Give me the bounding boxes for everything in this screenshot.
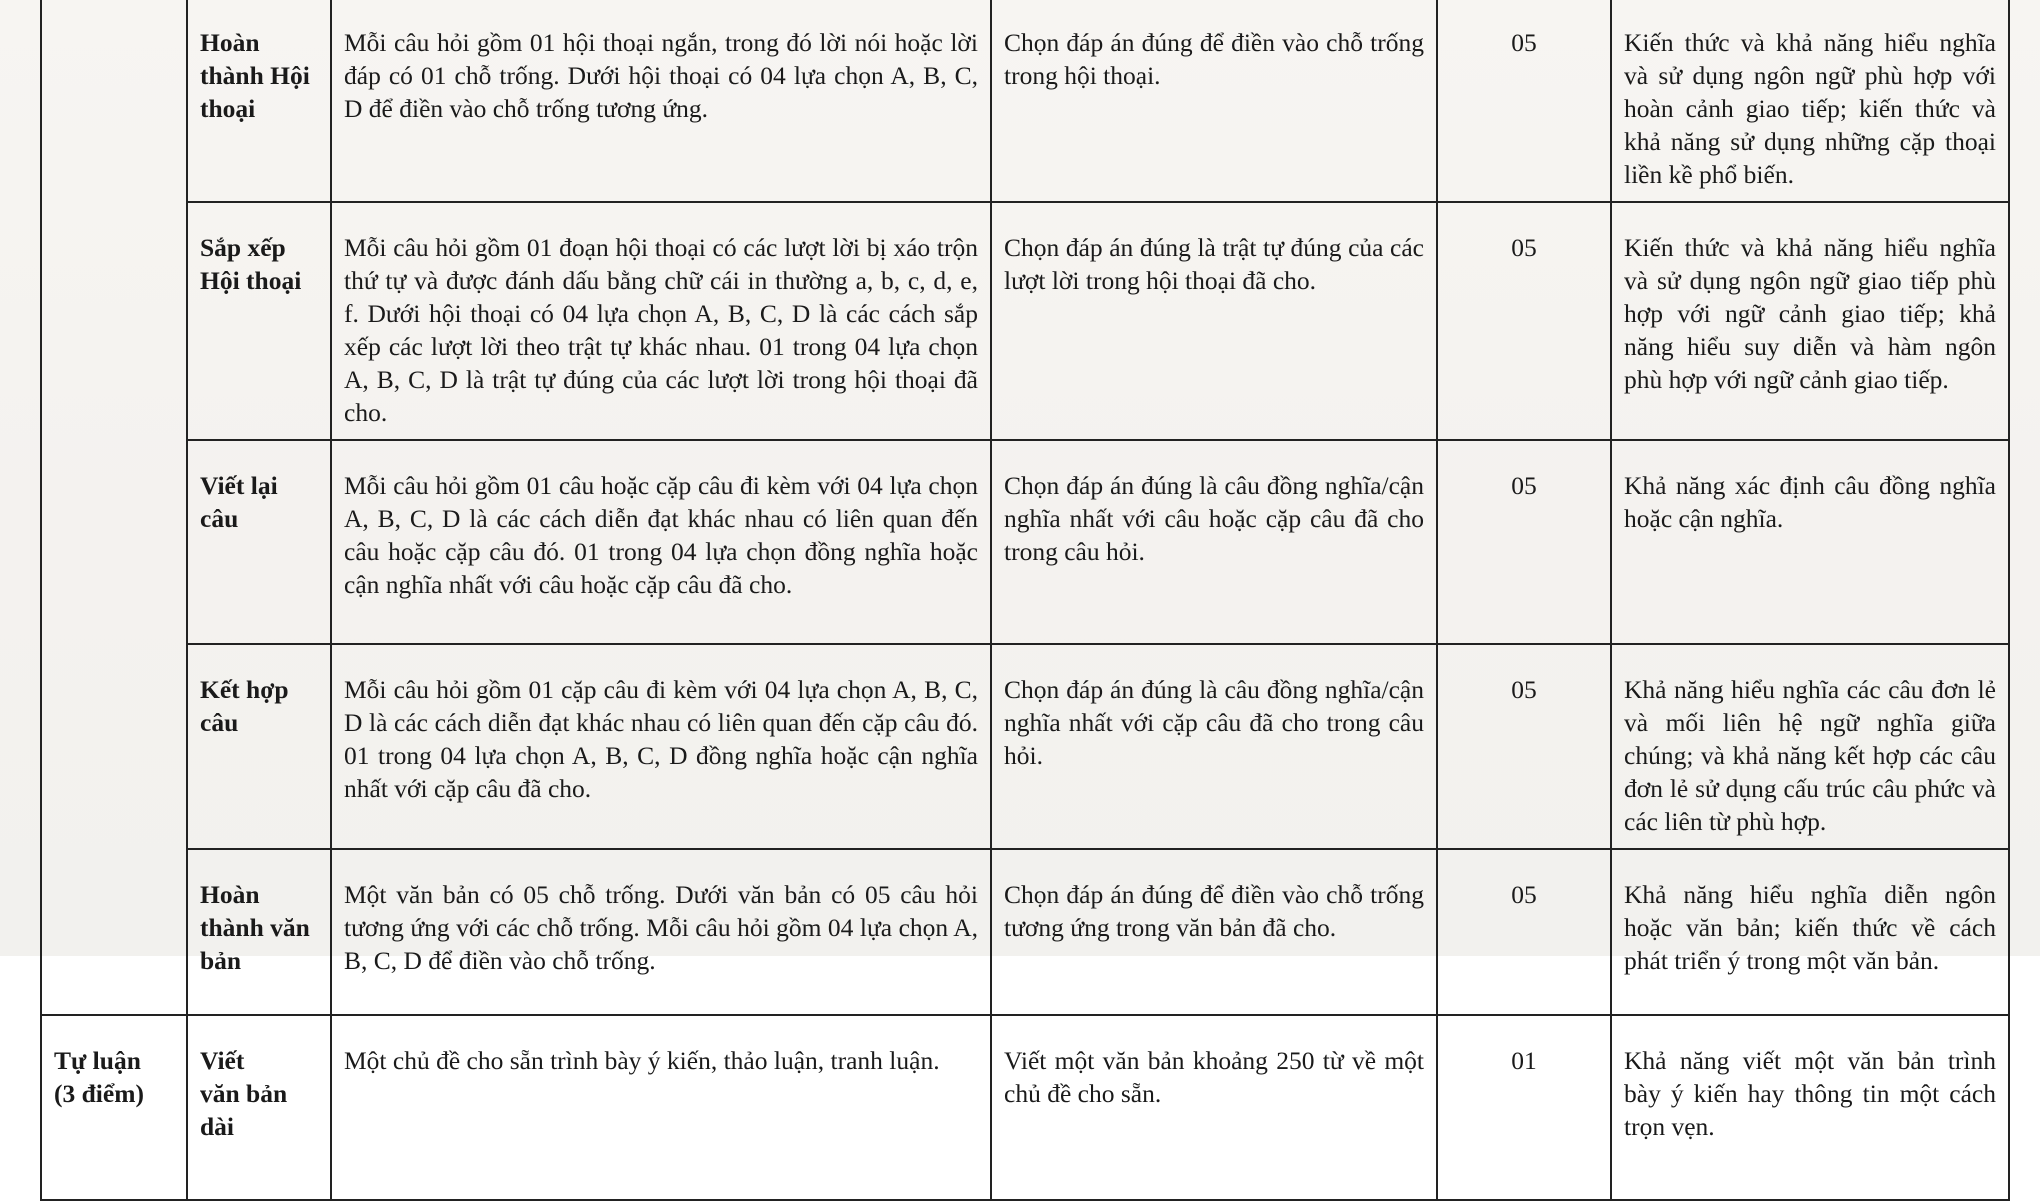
question-type-cell	[187, 1015, 331, 1200]
skill-cell: Khả năng hiểu nghĩa diễn ngôn hoặc văn bản; kiến thức về cách phát triển ý trong một văn bản.	[1611, 849, 2009, 1015]
table-row	[41, 849, 2009, 1015]
table-row	[41, 202, 2009, 440]
table-row	[41, 1015, 2009, 1200]
question-count-cell: 05	[1437, 849, 1611, 1015]
question-type-cell: Hoàn thành Hội thoại	[187, 0, 331, 202]
description-cell: Mỗi câu hỏi gồm 01 đoạn hội thoại có các lượt lời bị xáo trộn thứ tự và được đánh dấu bằng chữ cái in thường a, b, c, d, e, f. Dưới hội thoại có 04 lựa chọn A, B, C, D là các cách sắp xếp các lượt lời theo trật tự khác nhau. 01 trong 04 lựa chọn A, B, C, D là trật tự đúng của các lượt lời trong hội thoại đã cho.	[331, 202, 991, 440]
question-count-cell: 05	[1437, 644, 1611, 849]
question-count-cell: 05	[1437, 0, 1611, 202]
skill-cell: Khả năng xác định câu đồng nghĩa hoặc cận nghĩa.	[1611, 440, 2009, 644]
description-cell: Một văn bản có 05 chỗ trống. Dưới văn bản có 05 câu hỏi tương ứng với các chỗ trống. Mỗi câu hỏi gồm 04 lựa chọn A, B, C, D để điền vào chỗ trống.	[331, 849, 991, 1015]
question-count-cell: 01	[1437, 1015, 1611, 1200]
table-row	[41, 644, 2009, 849]
question-type-line: Viết	[200, 1046, 245, 1075]
section-points: (3 điểm)	[54, 1079, 144, 1108]
question-type-cell: Hoàn thành văn bản	[187, 849, 331, 1015]
task-cell: Chọn đáp án đúng là trật tự đúng của các lượt lời trong hội thoại đã cho.	[991, 202, 1437, 440]
skill-cell: Khả năng viết một văn bản trình bày ý kiến hay thông tin một cách trọn vẹn.	[1611, 1015, 2009, 1200]
section-cell	[41, 1015, 187, 1200]
question-count-cell: 05	[1437, 202, 1611, 440]
section-cell	[41, 0, 187, 1015]
table-row	[41, 0, 2009, 202]
question-type-cell: Kết hợp câu	[187, 644, 331, 849]
section-name: Tự luận	[54, 1046, 141, 1075]
task-cell: Chọn đáp án đúng để điền vào chỗ trống tương ứng trong văn bản đã cho.	[991, 849, 1437, 1015]
task-cell: Chọn đáp án đúng để điền vào chỗ trống trong hội thoại.	[991, 0, 1437, 202]
description-cell: Một chủ đề cho sẵn trình bày ý kiến, thảo luận, tranh luận.	[331, 1015, 991, 1200]
question-count-cell: 05	[1437, 440, 1611, 644]
question-type-line: văn bản dài	[200, 1079, 288, 1141]
task-cell: Chọn đáp án đúng là câu đồng nghĩa/cận nghĩa nhất với câu hoặc cặp câu đã cho trong câu hỏi.	[991, 440, 1437, 644]
skill-cell: Khả năng hiểu nghĩa các câu đơn lẻ và mối liên hệ ngữ nghĩa giữa chúng; và khả năng kết hợp các câu đơn lẻ sử dụng cấu trúc câu phức và các liên từ phù hợp.	[1611, 644, 2009, 849]
skill-cell: Kiến thức và khả năng hiểu nghĩa và sử dụng ngôn ngữ phù hợp với hoàn cảnh giao tiếp; kiến thức và khả năng sử dụng những cặp thoại liền kề phổ biến.	[1611, 0, 2009, 202]
task-cell: Chọn đáp án đúng là câu đồng nghĩa/cận nghĩa nhất với cặp câu đã cho trong câu hỏi.	[991, 644, 1437, 849]
exam-structure-table	[40, 0, 2010, 1201]
skill-cell: Kiến thức và khả năng hiểu nghĩa và sử dụng ngôn ngữ giao tiếp phù hợp với ngữ cảnh giao tiếp; khả năng hiểu suy diễn và hàm ngôn phù hợp với ngữ cảnh giao tiếp.	[1611, 202, 2009, 440]
table-row	[41, 440, 2009, 644]
description-cell: Mỗi câu hỏi gồm 01 cặp câu đi kèm với 04 lựa chọn A, B, C, D là các cách diễn đạt khác nhau có liên quan đến cặp câu đó. 01 trong 04 lựa chọn A, B, C, D đồng nghĩa hoặc cận nghĩa nhất với cặp câu đã cho.	[331, 644, 991, 849]
question-type-cell: Viết lại câu	[187, 440, 331, 644]
question-type-cell: Sắp xếp Hội thoại	[187, 202, 331, 440]
description-cell: Mỗi câu hỏi gồm 01 hội thoại ngắn, trong đó lời nói hoặc lời đáp có 01 chỗ trống. Dưới hội thoại có 04 lựa chọn A, B, C, D để điền vào chỗ trống tương ứng.	[331, 0, 991, 202]
task-cell: Viết một văn bản khoảng 250 từ về một chủ đề cho sẵn.	[991, 1015, 1437, 1200]
description-cell: Mỗi câu hỏi gồm 01 câu hoặc cặp câu đi kèm với 04 lựa chọn A, B, C, D là các cách diễn đạt khác nhau có liên quan đến câu hoặc cặp câu đó. 01 trong 04 lựa chọn đồng nghĩa hoặc cận nghĩa nhất với câu hoặc cặp câu đã cho.	[331, 440, 991, 644]
